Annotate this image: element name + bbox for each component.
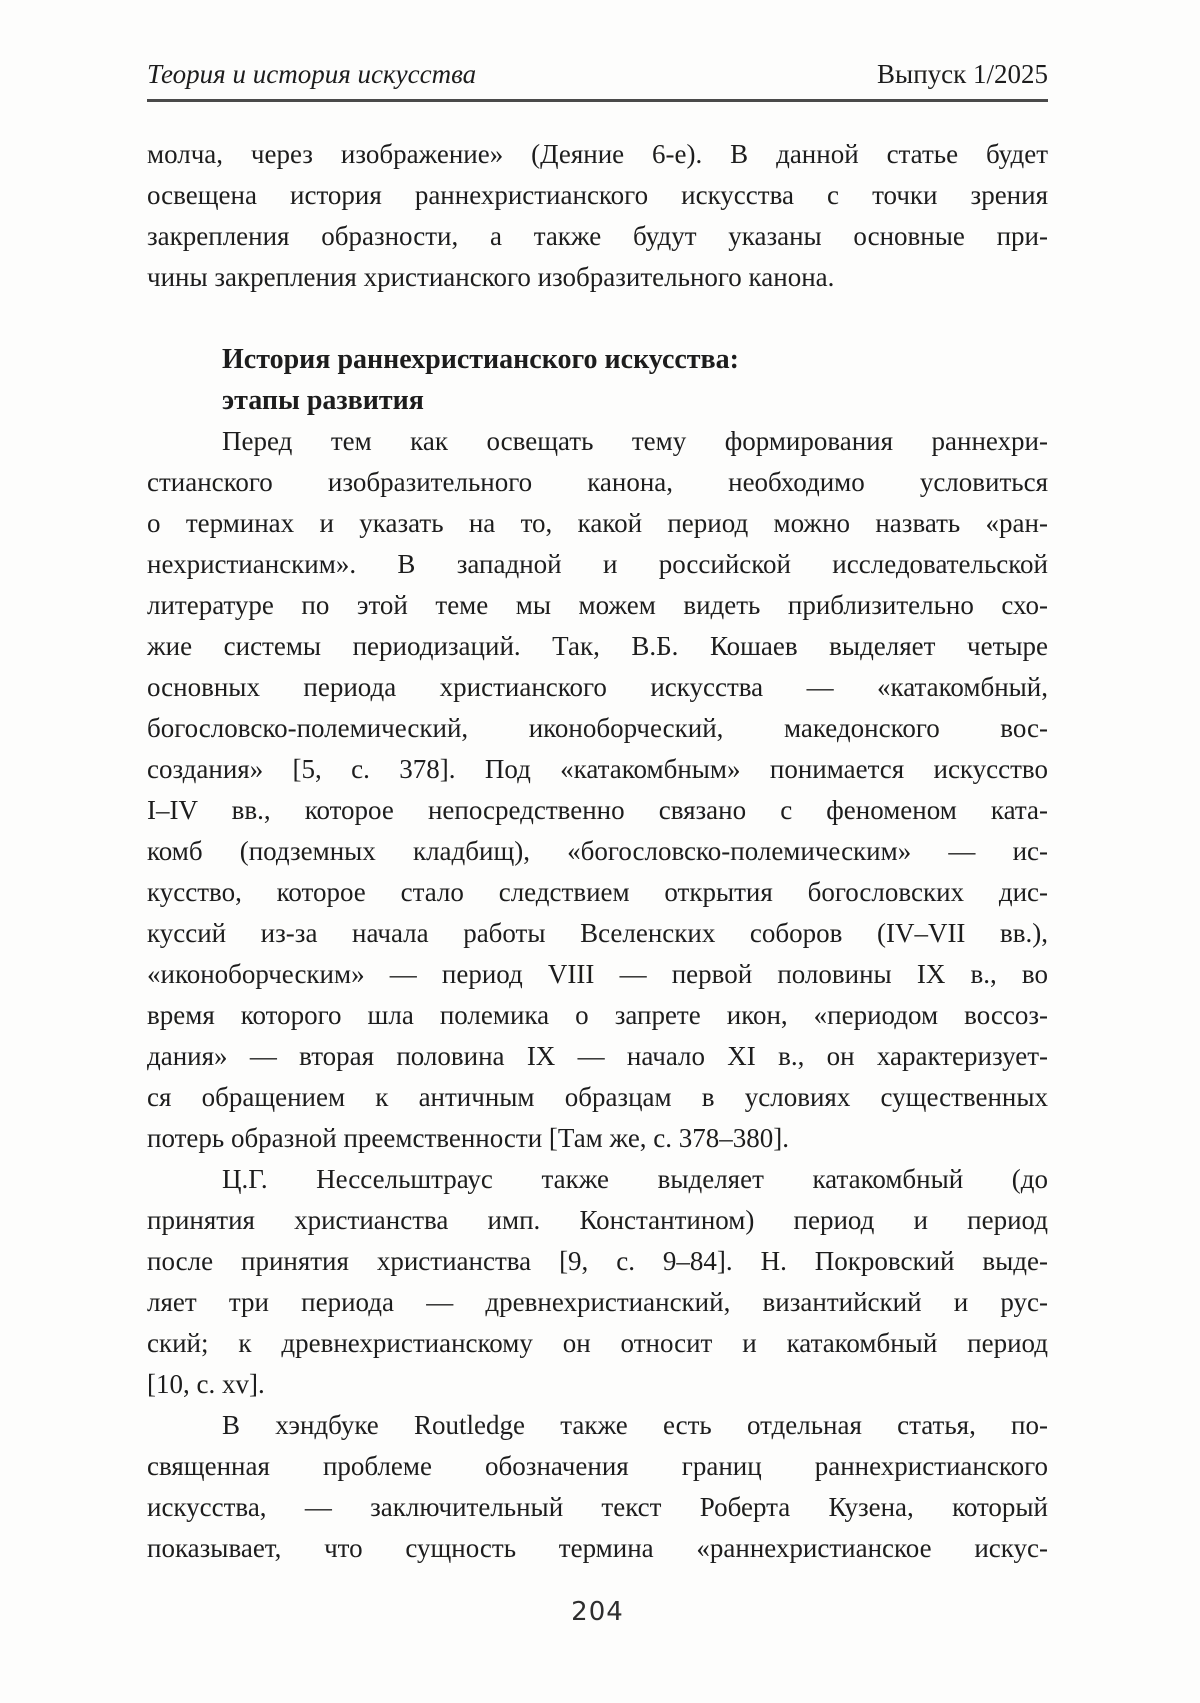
text-line: жие системы периодизаций. Так, В.Б. Кошаев выделяет четыре (147, 631, 1048, 661)
running-header-issue: Выпуск 1/2025 (877, 59, 1048, 89)
text-line: стианского изобразительного канона, необходимо условиться (147, 467, 1048, 497)
text-line: ляет три периода — древнехристианский, византийский и рус- (147, 1287, 1048, 1317)
text-line: Ц.Г. Нессельштраус также выделяет катакомбный (до (222, 1164, 1048, 1194)
paragraph (147, 421, 1048, 1159)
section-heading (222, 339, 1048, 421)
text-line: молча, через изображение» (Деяние 6-е). В данной статье будет (147, 139, 1048, 169)
paragraph (147, 1159, 1048, 1405)
text-line: комб (подземных кладбищ), «богословско-полемическим» — ис- (147, 836, 1048, 866)
text-line: после принятия христианства [9, с. 9–84]. Н. Покровский выде- (147, 1246, 1048, 1276)
text-line: священная проблеме обозначения границ раннехристианского (147, 1451, 1048, 1481)
text-line: чины закрепления христианского изобразительного канона. (147, 262, 835, 292)
text-line: I–IV вв., которое непосредственно связано с феноменом ката- (147, 795, 1048, 825)
text-line: потерь образной преемственности [Там же, с. 378–380]. (147, 1123, 790, 1153)
text-line: основных периода христианского искусства — «катакомбный, (147, 672, 1048, 702)
text-line: о терминах и указать на то, какой период можно назвать «ран- (147, 508, 1048, 538)
text-line: «иконоборческим» — период VIII — первой половины IX в., во (147, 959, 1048, 989)
running-header-section-title: Теория и история искусства (147, 59, 477, 89)
text-line: литературе по этой теме мы можем видеть приблизительно схо- (147, 590, 1048, 620)
text-line: дания» — вторая половина IX — начало XI в., он характеризует- (147, 1041, 1048, 1071)
paragraph (147, 134, 1048, 298)
text-line: ся обращением к античным образцам в условиях существенных (147, 1082, 1048, 1112)
heading-line: История раннехристианского искусства: (222, 344, 740, 375)
text-line: создания» [5, с. 378]. Под «катакомбным» понимается искусство (147, 754, 1048, 784)
text-line: [10, с. xv]. (147, 1369, 265, 1399)
text-line: принятия христианства имп. Константином) период и период (147, 1205, 1048, 1235)
text-line: ский; к древнехристианскому он относит и катакомбный период (147, 1328, 1048, 1358)
article-body (147, 134, 1048, 1569)
text-line: искусства, — заключительный текст Роберта Кузена, который (147, 1492, 1048, 1522)
text-line: богословско-полемический, иконоборческий, македонского вос- (147, 713, 1048, 743)
text-line: освещена история раннехристианского искусства с точки зрения (147, 180, 1048, 210)
page-number: 204 (571, 1597, 624, 1627)
running-header (147, 58, 1048, 102)
text-line: показывает, что сущность термина «раннехристианское искус- (147, 1533, 1048, 1563)
text-line: время которого шла полемика о запрете икон, «периодом воссоз- (147, 1000, 1048, 1030)
text-line: В хэндбуке Routledge также есть отдельная статья, по- (222, 1410, 1048, 1440)
paragraph (147, 1405, 1048, 1569)
text-line: Перед тем как освещать тему формирования раннехри- (222, 426, 1048, 456)
text-line: куссий из-за начала работы Вселенских соборов (IV–VII вв.), (147, 918, 1048, 948)
text-line: кусство, которое стало следствием открытия богословских дис- (147, 877, 1048, 907)
heading-line: этапы развития (222, 385, 424, 416)
text-line: нехристианским». В западной и российской исследовательской (147, 549, 1048, 579)
text-line: закрепления образности, а также будут указаны основные при- (147, 221, 1048, 251)
